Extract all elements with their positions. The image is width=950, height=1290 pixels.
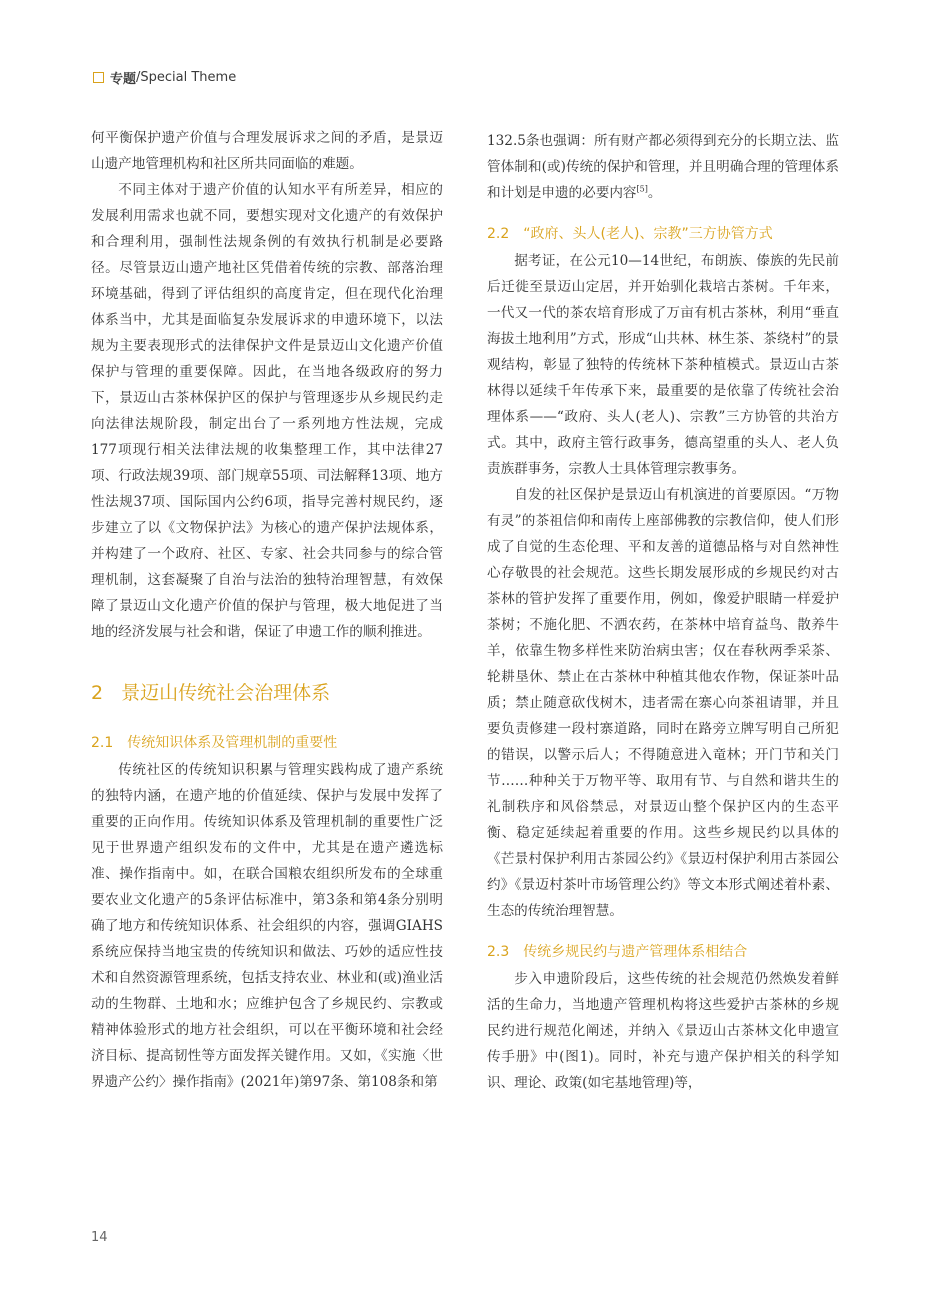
paragraph: 步入申遗阶段后，这些传统的社会规范仍然焕发着鲜活的生命力，当地遗产管理机构将这些爱护古茶林的乡规民约进行规范化阐述，并纳入《景迈山古茶林文化申遗宣传手册》中(图1)。同时，补充与遗产保护相关的科学知识、理论、政策(如宅基地管理)等， bbox=[487, 971, 839, 1091]
left-column bbox=[91, 125, 443, 1095]
paragraph: 传统社区的传统知识积累与管理实践构成了遗产系统的独特内涵，在遗产地的价值延续、保护与发展中发挥了重要的正向作用。传统知识体系及管理机制的重要性广泛见于世界遗产组织发布的文件中，尤其是在遗产遴选标准、操作指南中。如，在联合国粮农组织所发布的全球重要农业文化遗产的5条评估标准中，第3条和第4条分别明确了地方和传统知识体系、社会组织的内容，强调GIAHS系统应保持当地宝贵的传统知识和做法、巧妙的适应性技术和自然资源管理系统，包括支持农业、林业和(或)渔业活动的生物群、土地和水；应维护包含了乡规民约、宗教或精神体验形式的地方社会组织，可以在平衡环境和社会经济目标、提高韧性等方面发挥关键作用。又如，《实施〈世界遗产公约〉操作指南》(2021年)第97条、第108条和第 bbox=[91, 762, 443, 1090]
running-header bbox=[93, 68, 236, 87]
paragraph-end: 。 bbox=[647, 185, 662, 201]
subsection-title: 传统知识体系及管理机制的重要性 bbox=[127, 735, 338, 751]
section-number: 2 bbox=[91, 682, 104, 704]
citation-ref: [5] bbox=[636, 184, 648, 194]
subsection-heading bbox=[487, 222, 839, 246]
header-en: /Special Theme bbox=[136, 70, 237, 85]
subsection-heading bbox=[91, 731, 443, 755]
header-zh: 专题 bbox=[110, 72, 137, 87]
right-column bbox=[487, 128, 839, 1096]
section-title: 景迈山传统社会治理体系 bbox=[121, 682, 331, 704]
paragraph: 自发的社区保护是景迈山有机演进的首要原因。“万物有灵”的茶祖信仰和南传上座部佛教的宗教信仰，使人们形成了自觉的生态伦理、平和友善的道德品格与对自然神性心存敬畏的社会规范。这些长期发展形成的乡规民约对古茶林的管护发挥了重要作用，例如，像爱护眼睛一样爱护茶树；不施化肥、不洒农药，在茶林中培育益鸟、散养牛羊，依靠生物多样性来防治病虫害；仅在春秋两季采茶、轮耕垦休、禁止在古茶林中种植其他农作物，保证茶叶品质；禁止随意砍伐树木，违者需在寨心向茶祖请罪，并且要负责修建一段村寨道路，同时在路旁立牌写明自己所犯的错误，以警示后人；不得随意进入竜林；开门节和关门节……种种关于万物平等、取用有节、与自然和谐共生的礼制秩序和风俗禁忌，对景迈山整个保护区内的生态平衡、稳定延续起着重要的作用。这些乡规民约以具体的《芒景村保护利用古茶园公约》《景迈村保护利用古茶园公约》《景迈村茶叶市场管理公约》等文本形式阐述着朴素、生态的传统治理智慧。 bbox=[487, 487, 839, 919]
subsection-number: 2.1 bbox=[91, 735, 114, 751]
paragraph-text: 132.5条也强调：所有财产都必须得到充分的长期立法、监管体制和(或)传统的保护和管理，并且明确合理的管理体系和计划是申遗的必要内容 bbox=[487, 133, 839, 201]
paragraph: 不同主体对于遗产价值的认知水平有所差异，相应的发展利用需求也就不同，要想实现对文化遗产的有效保护和合理利用，强制性法规条例的有效执行机制是必要路径。尽管景迈山遗产地社区凭借着传统的宗教、部落治理环境基础，得到了评估组织的高度肯定，但在现代化治理体系当中，尤其是面临复杂发展诉求的申遗环境下，以法规为主要表现形式的法律保护文件是景迈山文化遗产价值保护与管理的重要保障。因此，在当地各级政府的努力下，景迈山古茶林保护区的保护与管理逐步从乡规民约走向法律法规阶段，制定出台了一系列地方性法规，完成177项现行相关法律法规的收集整理工作，其中法律27项、行政法规39项、部门规章55项、司法解释13项、地方性法规37项、国际国内公约6项，指导完善村规民约，逐步建立了以《文物保护法》为核心的遗产保护法规体系，并构建了一个政府、社区、专家、社会共同参与的综合管理机制，这套凝聚了自治与法治的独特治理智慧，有效保障了景迈山文化遗产价值的保护与管理，极大地促进了当地的经济发展与社会和谐，保证了申遗工作的顺利推进。 bbox=[91, 182, 443, 640]
subsection-title: 传统乡规民约与遗产管理体系相结合 bbox=[523, 944, 748, 960]
subsection-heading bbox=[487, 940, 839, 964]
section-heading bbox=[91, 679, 443, 707]
subsection-title: “政府、头人(老人)、宗教”三方协管方式 bbox=[523, 226, 773, 242]
paragraph: 何平衡保护遗产价值与合理发展诉求之间的矛盾，是景迈山遗产地管理机构和社区所共同面临的难题。 bbox=[91, 130, 443, 172]
square-icon bbox=[93, 72, 104, 83]
paragraph bbox=[487, 128, 839, 206]
paragraph: 据考证，在公元10—14世纪，布朗族、傣族的先民前后迁徙至景迈山定居，并开始驯化栽培古茶树。千年来，一代又一代的茶农培育形成了万亩有机古茶林，利用“垂直海拔土地利用”方式，形成“山共林、林生茶、茶绕村”的景观结构，彰显了独特的传统林下茶种植模式。景迈山古茶林得以延续千年传承下来，最重要的是依靠了传统社会治理体系——“政府、头人(老人)、宗教”三方协管的共治方式。其中，政府主管行政事务，德高望重的头人、老人负责族群事务，宗教人士具体管理宗教事务。 bbox=[487, 253, 839, 477]
subsection-number: 2.2 bbox=[487, 226, 510, 242]
page-number: 14 bbox=[91, 1230, 108, 1245]
subsection-number: 2.3 bbox=[487, 944, 510, 960]
